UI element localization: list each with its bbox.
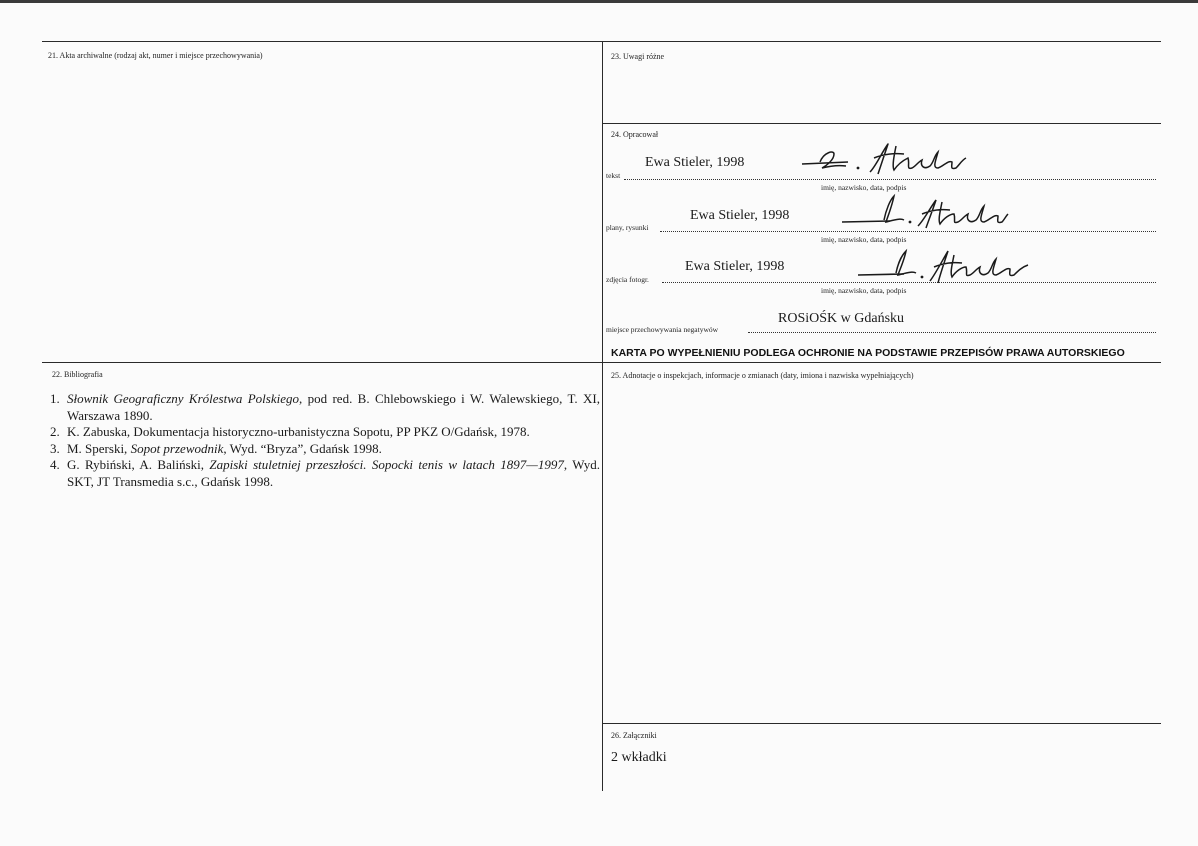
section-22-label: 22. Bibliografia bbox=[52, 370, 103, 379]
zdjecia-caption: imię, nazwisko, data, podpis bbox=[821, 286, 907, 295]
section-25-label: 25. Adnotacje o inspekcjach, informacje o zmianach (daty, imiona i nazwiska wypełniających) bbox=[611, 371, 914, 380]
section-26-label: 26. Załączniki bbox=[611, 731, 657, 740]
plany-label: plany, rysunki bbox=[606, 223, 649, 232]
tekst-caption: imię, nazwisko, data, podpis bbox=[821, 183, 907, 192]
bibliography-item: 1. Słownik Geograficzny Królestwa Polskiego, pod red. B. Chlebowskiego i W. Walewskiego, T. XI, Warszawa 1890. bbox=[50, 391, 600, 423]
plany-caption: imię, nazwisko, data, podpis bbox=[821, 235, 907, 244]
rule-23-24 bbox=[603, 123, 1161, 124]
scan-top-edge bbox=[0, 0, 1198, 3]
section-23-label: 23. Uwagi różne bbox=[611, 52, 665, 61]
negatives-dotted-line bbox=[748, 332, 1156, 333]
attachments-value: 2 wkładki bbox=[611, 750, 667, 765]
center-divider bbox=[602, 41, 603, 791]
section-21-label: 21. Akta archiwalne (rodzaj akt, numer i miejsce przechowywania) bbox=[48, 51, 263, 60]
copyright-warning: KARTA PO WYPEŁNIENIU PODLEGA OCHRONIE NA PODSTAWIE PRZEPISÓW PRAWA AUTORSKIEGO bbox=[611, 347, 1125, 359]
bibliography-item: 4. G. Rybiński, A. Baliński, Zapiski stuletniej przeszłości. Sopocki tenis w latach 1897—1997, Wyd. SKT, JT Transmedia s.c., Gdańsk 1998. bbox=[50, 457, 600, 489]
tekst-label: tekst bbox=[606, 171, 621, 180]
negatives-value: ROSiOŚK w Gdańsku bbox=[778, 311, 905, 326]
bibliography-item: 3. M. Sperski, Sopot przewodnik, Wyd. “Bryza”, Gdańsk 1998. bbox=[50, 440, 382, 456]
bibliography-item: 2. K. Zabuska, Dokumentacja historyczno-urbanistyczna Sopotu, PP PKZ O/Gdańsk, 1978. bbox=[50, 424, 530, 439]
plany-value: Ewa Stieler, 1998 bbox=[690, 208, 790, 223]
signature-2-icon bbox=[840, 192, 1010, 234]
section-24-label: 24. Opracował bbox=[611, 130, 659, 139]
negatives-label: miejsce przechowywania negatywów bbox=[606, 325, 719, 334]
bibliography-list bbox=[50, 391, 600, 490]
signature-3-icon bbox=[856, 243, 1036, 285]
signature-1-icon bbox=[800, 138, 970, 180]
zdjecia-value: Ewa Stieler, 1998 bbox=[685, 259, 785, 274]
zdjecia-label: zdjęcia fotogr. bbox=[606, 275, 649, 284]
rule-25-26 bbox=[603, 723, 1161, 724]
tekst-value: Ewa Stieler, 1998 bbox=[645, 155, 745, 170]
